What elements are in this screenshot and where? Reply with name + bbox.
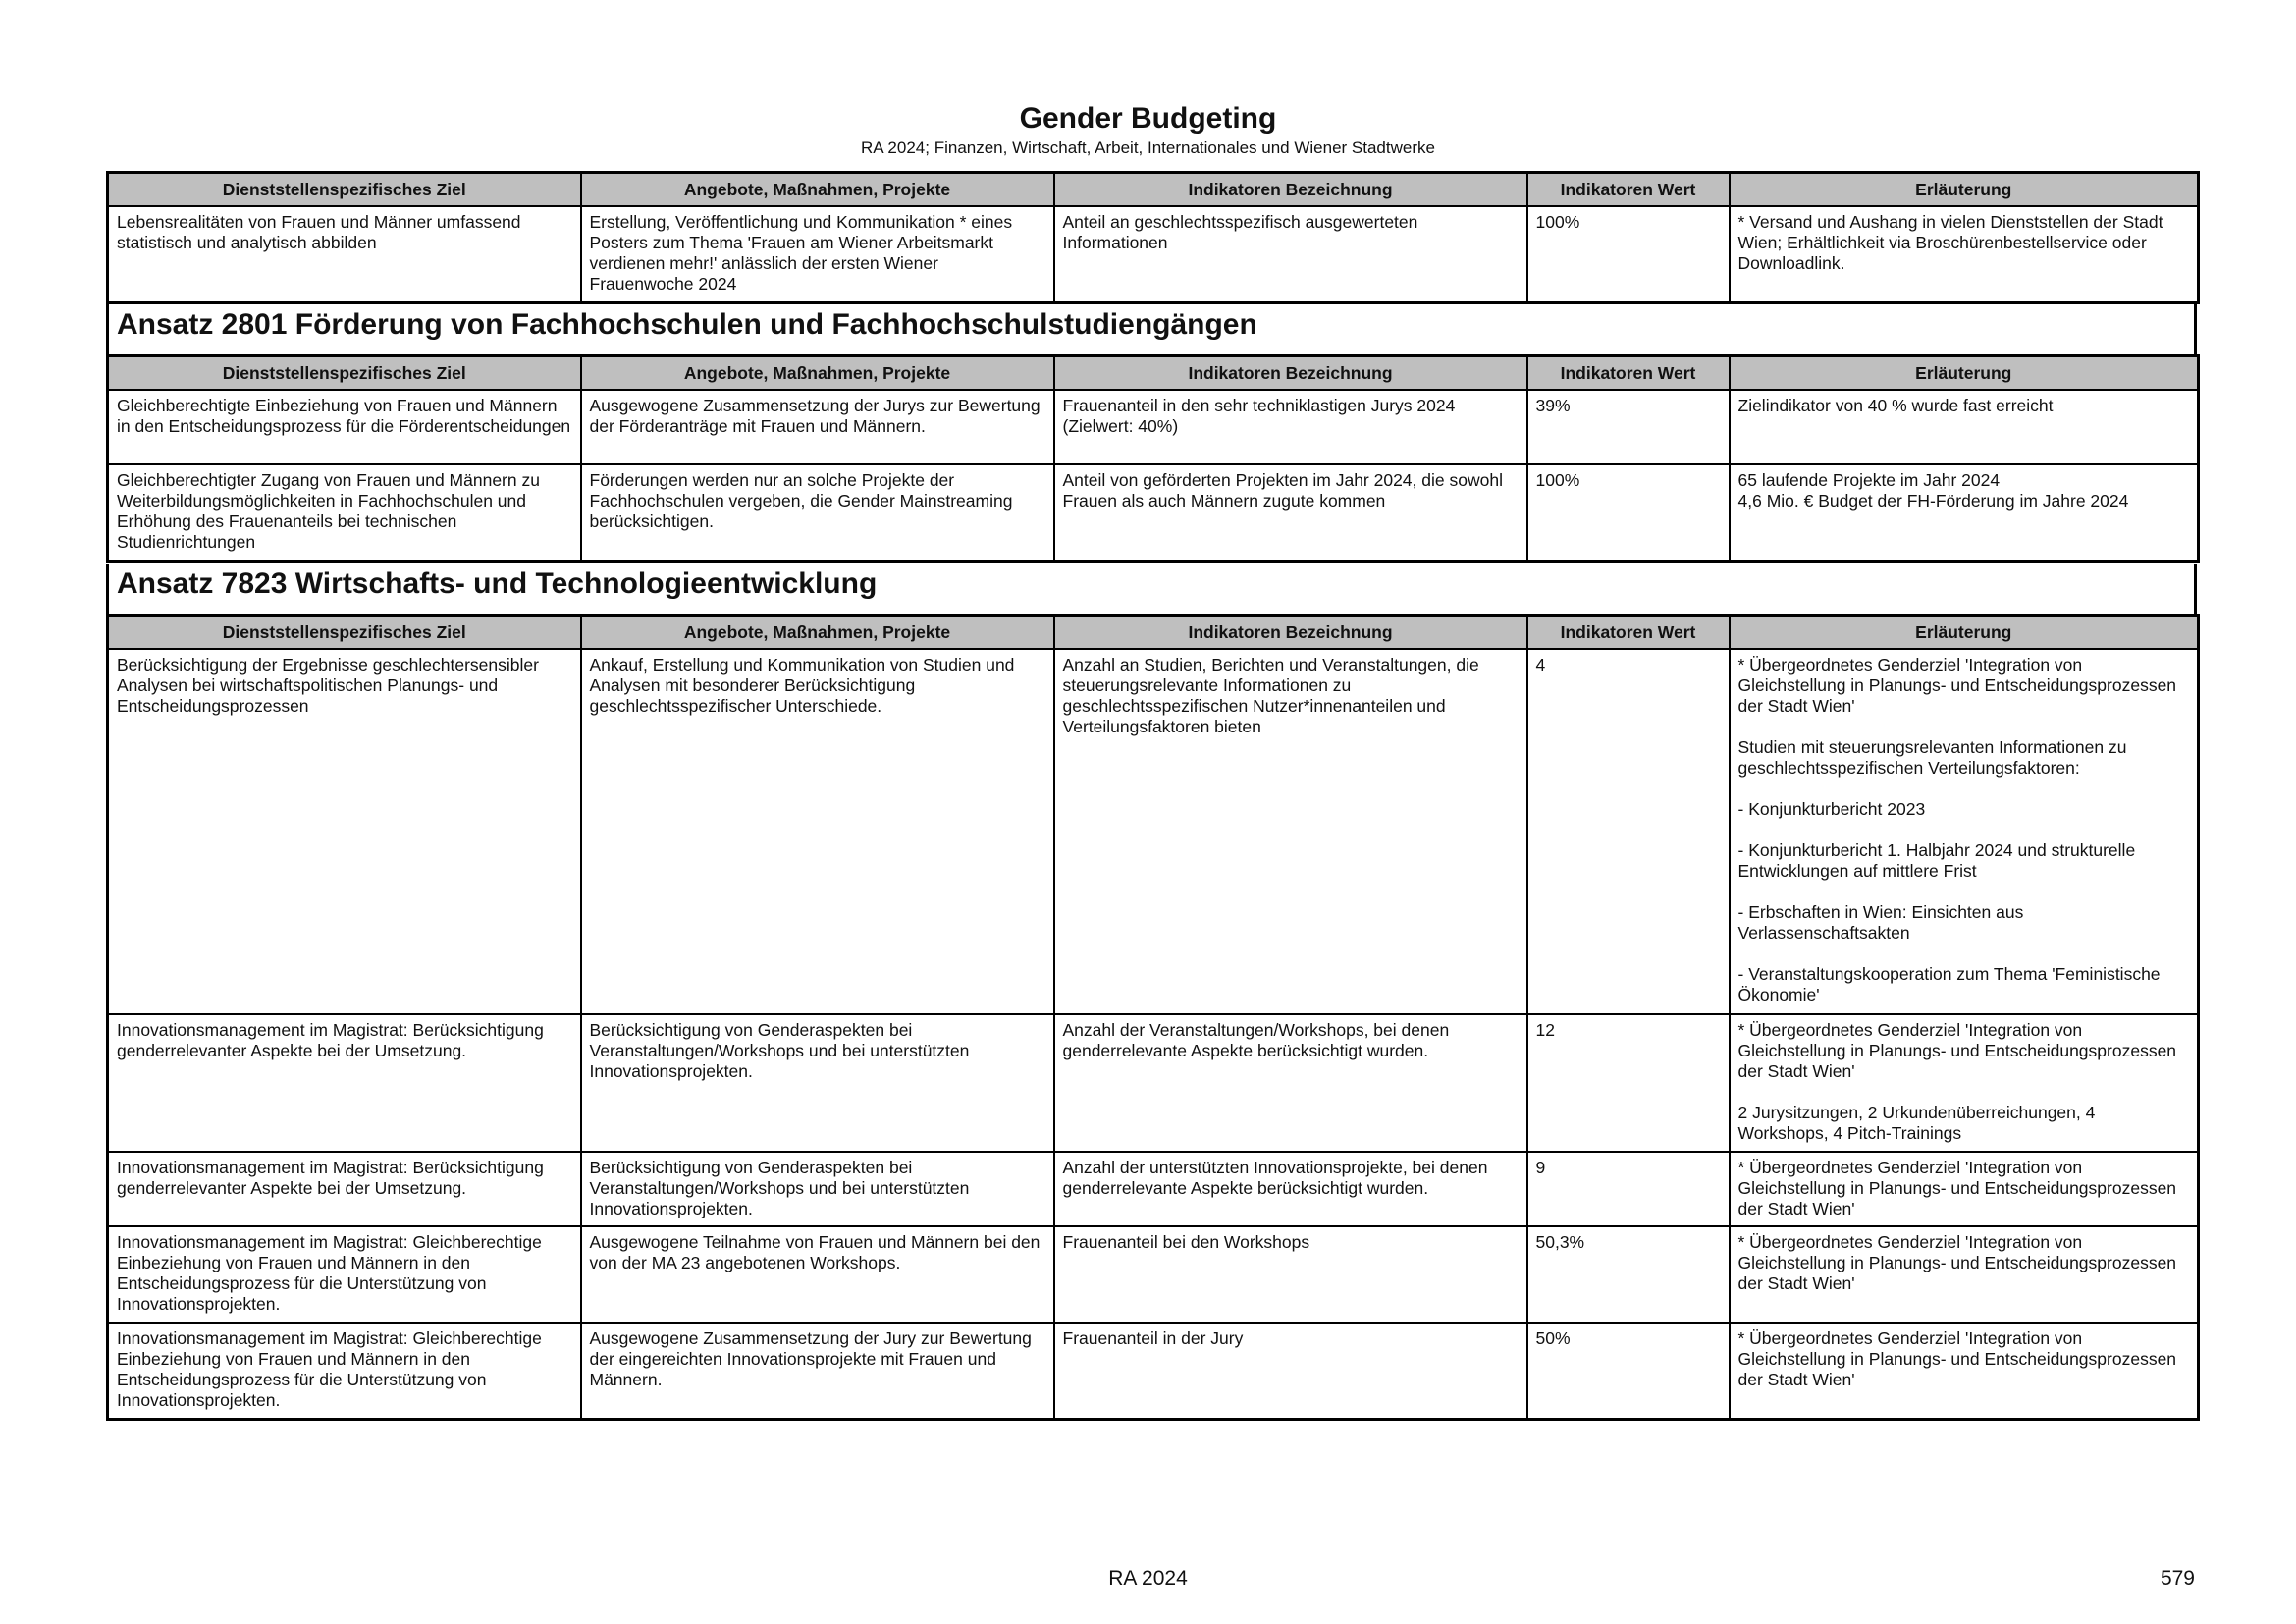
table-2801 bbox=[106, 354, 2197, 563]
table-row bbox=[108, 649, 2199, 1014]
col-header-erlaeuterung: Erläuterung bbox=[1730, 173, 2199, 207]
cell-angebote: Förderungen werden nur an solche Projekte der Fachhochschulen vergeben, die Gender Mainstreaming berücksichtigen. bbox=[581, 464, 1054, 561]
cell-erlaeuterung: Zielindikator von 40 % wurde fast erreicht bbox=[1730, 390, 2199, 464]
cell-erlaeuterung: * Übergeordnetes Genderziel 'Integration von Gleichstellung in Planungs- und Entscheidungsprozessen der Stadt Wien' bbox=[1730, 1152, 2199, 1226]
table-row bbox=[108, 1014, 2199, 1152]
cell-ziel: Lebensrealitäten von Frauen und Männer umfassend statistisch und analytisch abbilden bbox=[108, 206, 581, 302]
cell-erlaeuterung: 65 laufende Projekte im Jahr 2024 4,6 Mio. € Budget der FH-Förderung im Jahre 2024 bbox=[1730, 464, 2199, 561]
page-number: 579 bbox=[2160, 1567, 2195, 1590]
table-row bbox=[108, 206, 2199, 302]
col-header-erlaeuterung: Erläuterung bbox=[1730, 356, 2199, 391]
cell-indikator-bezeichnung: Frauenanteil in den sehr techniklastigen Jurys 2024 (Zielwert: 40%) bbox=[1054, 390, 1527, 464]
col-header-indikator-wert: Indikatoren Wert bbox=[1527, 173, 1730, 207]
cell-indikator-bezeichnung: Frauenanteil in der Jury bbox=[1054, 1323, 1527, 1419]
section-heading-2801: Ansatz 2801 Förderung von Fachhochschulen und Fachhochschulstudiengängen bbox=[106, 304, 2197, 355]
table-header-row bbox=[108, 173, 2199, 207]
footer-report-label: RA 2024 bbox=[1108, 1567, 1188, 1590]
table-row bbox=[108, 1152, 2199, 1226]
page-subtitle: RA 2024; Finanzen, Wirtschaft, Arbeit, Internationales und Wiener Stadtwerke bbox=[861, 138, 1435, 157]
page-title: Gender Budgeting bbox=[1019, 102, 1277, 135]
cell-erlaeuterung: * Übergeordnetes Genderziel 'Integration von Gleichstellung in Planungs- und Entscheidungsprozessen der Stadt Wien' bbox=[1730, 1323, 2199, 1419]
table-7823 bbox=[106, 614, 2197, 1421]
col-header-indikator-bezeichnung: Indikatoren Bezeichnung bbox=[1054, 173, 1527, 207]
cell-ziel: Innovationsmanagement im Magistrat: Berücksichtigung genderrelevanter Aspekte bei der Umsetzung. bbox=[108, 1152, 581, 1226]
cell-erlaeuterung: * Übergeordnetes Genderziel 'Integration von Gleichstellung in Planungs- und Entscheidungsprozessen der Stadt Wien' Studien mit steuerungsrelevanten Informationen zu geschlechtsspezifischen Verteilungsfaktoren: - Konjunkturbericht 2023 - Konjunkturbericht 1. Halbjahr 2024 und strukturelle Entwicklungen auf mittlere Frist - Erbschaften in Wien: Einsichten aus Verlassenschaftsakten - Veranstaltungskooperation zum Thema 'Feministische Ökonomie' bbox=[1730, 649, 2199, 1014]
cell-indikator-wert: 50,3% bbox=[1527, 1226, 1730, 1323]
cell-ziel: Innovationsmanagement im Magistrat: Gleichberechtige Einbeziehung von Frauen und Männern in den Entscheidungsprozess für die Unterstützung von Innovationsprojekten. bbox=[108, 1226, 581, 1323]
cell-erlaeuterung: * Übergeordnetes Genderziel 'Integration von Gleichstellung in Planungs- und Entscheidungsprozessen der Stadt Wien' bbox=[1730, 1226, 2199, 1323]
cell-angebote: Ankauf, Erstellung und Kommunikation von Studien und Analysen mit besonderer Berücksichtigung geschlechtsspezifischer Unterschiede. bbox=[581, 649, 1054, 1014]
col-header-ziel: Dienststellenspezifisches Ziel bbox=[108, 173, 581, 207]
cell-indikator-bezeichnung: Anzahl der Veranstaltungen/Workshops, bei denen genderrelevante Aspekte berücksichtigt wurden. bbox=[1054, 1014, 1527, 1152]
cell-indikator-wert: 50% bbox=[1527, 1323, 1730, 1419]
cell-ziel: Gleichberechtigter Zugang von Frauen und Männern zu Weiterbildungsmöglichkeiten in Fachhochschulen und Erhöhung des Frauenanteils bei technischen Studienrichtungen bbox=[108, 464, 581, 561]
cell-ziel: Gleichberechtigte Einbeziehung von Frauen und Männern in den Entscheidungsprozess für die Förderentscheidungen bbox=[108, 390, 581, 464]
cell-indikator-wert: 100% bbox=[1527, 206, 1730, 302]
col-header-indikator-bezeichnung: Indikatoren Bezeichnung bbox=[1054, 616, 1527, 650]
cell-indikator-wert: 4 bbox=[1527, 649, 1730, 1014]
col-header-angebote: Angebote, Maßnahmen, Projekte bbox=[581, 616, 1054, 650]
col-header-indikator-wert: Indikatoren Wert bbox=[1527, 356, 1730, 391]
cell-indikator-wert: 100% bbox=[1527, 464, 1730, 561]
cell-angebote: Ausgewogene Zusammensetzung der Jurys zur Bewertung der Förderanträge mit Frauen und Männern. bbox=[581, 390, 1054, 464]
table-header-row bbox=[108, 616, 2199, 650]
cell-indikator-bezeichnung: Anzahl der unterstützten Innovationsprojekte, bei denen genderrelevante Aspekte berücksichtigt wurden. bbox=[1054, 1152, 1527, 1226]
section-heading-7823: Ansatz 7823 Wirtschafts- und Technologieentwicklung bbox=[106, 564, 2197, 615]
col-header-ziel: Dienststellenspezifisches Ziel bbox=[108, 616, 581, 650]
cell-indikator-bezeichnung: Frauenanteil bei den Workshops bbox=[1054, 1226, 1527, 1323]
cell-angebote: Berücksichtigung von Genderaspekten bei Veranstaltungen/Workshops und bei unterstützten Innovationsprojekten. bbox=[581, 1152, 1054, 1226]
cell-indikator-wert: 12 bbox=[1527, 1014, 1730, 1152]
table-1 bbox=[106, 171, 2197, 304]
cell-angebote: Berücksichtigung von Genderaspekten bei Veranstaltungen/Workshops und bei unterstützten Innovationsprojekten. bbox=[581, 1014, 1054, 1152]
cell-indikator-bezeichnung: Anzahl an Studien, Berichten und Veranstaltungen, die steuerungsrelevante Informationen zu geschlechtsspezifischen Nutzer*innenanteilen und Verteilungsfaktoren bieten bbox=[1054, 649, 1527, 1014]
col-header-erlaeuterung: Erläuterung bbox=[1730, 616, 2199, 650]
cell-ziel: Berücksichtigung der Ergebnisse geschlechtersensibler Analysen bei wirtschaftspolitischen Planungs- und Entscheidungsprozessen bbox=[108, 649, 581, 1014]
table-row bbox=[108, 464, 2199, 561]
table-row bbox=[108, 1226, 2199, 1323]
col-header-angebote: Angebote, Maßnahmen, Projekte bbox=[581, 356, 1054, 391]
table-header-row bbox=[108, 356, 2199, 391]
cell-angebote: Erstellung, Veröffentlichung und Kommunikation * eines Posters zum Thema 'Frauen am Wiener Arbeitsmarkt verdienen mehr!' anlässlich der ersten Wiener Frauenwoche 2024 bbox=[581, 206, 1054, 302]
cell-erlaeuterung: * Übergeordnetes Genderziel 'Integration von Gleichstellung in Planungs- und Entscheidungsprozessen der Stadt Wien' 2 Jurysitzungen, 2 Urkundenüberreichungen, 4 Workshops, 4 Pitch-Trainings bbox=[1730, 1014, 2199, 1152]
col-header-ziel: Dienststellenspezifisches Ziel bbox=[108, 356, 581, 391]
cell-indikator-wert: 39% bbox=[1527, 390, 1730, 464]
col-header-indikator-wert: Indikatoren Wert bbox=[1527, 616, 1730, 650]
cell-angebote: Ausgewogene Teilnahme von Frauen und Männern bei den von der MA 23 angebotenen Workshops. bbox=[581, 1226, 1054, 1323]
cell-ziel: Innovationsmanagement im Magistrat: Berücksichtigung genderrelevanter Aspekte bei der Umsetzung. bbox=[108, 1014, 581, 1152]
cell-indikator-bezeichnung: Anteil an geschlechtsspezifisch ausgewerteten Informationen bbox=[1054, 206, 1527, 302]
cell-indikator-bezeichnung: Anteil von geförderten Projekten im Jahr 2024, die sowohl Frauen als auch Männern zugute kommen bbox=[1054, 464, 1527, 561]
cell-erlaeuterung: * Versand und Aushang in vielen Dienststellen der Stadt Wien; Erhältlichkeit via Broschürenbestellservice oder Downloadlink. bbox=[1730, 206, 2199, 302]
col-header-angebote: Angebote, Maßnahmen, Projekte bbox=[581, 173, 1054, 207]
cell-indikator-wert: 9 bbox=[1527, 1152, 1730, 1226]
col-header-indikator-bezeichnung: Indikatoren Bezeichnung bbox=[1054, 356, 1527, 391]
table-row bbox=[108, 1323, 2199, 1419]
cell-angebote: Ausgewogene Zusammensetzung der Jury zur Bewertung der eingereichten Innovationsprojekte mit Frauen und Männern. bbox=[581, 1323, 1054, 1419]
cell-ziel: Innovationsmanagement im Magistrat: Gleichberechtige Einbeziehung von Frauen und Männern in den Entscheidungsprozess für die Unterstützung von Innovationsprojekten. bbox=[108, 1323, 581, 1419]
table-row bbox=[108, 390, 2199, 464]
